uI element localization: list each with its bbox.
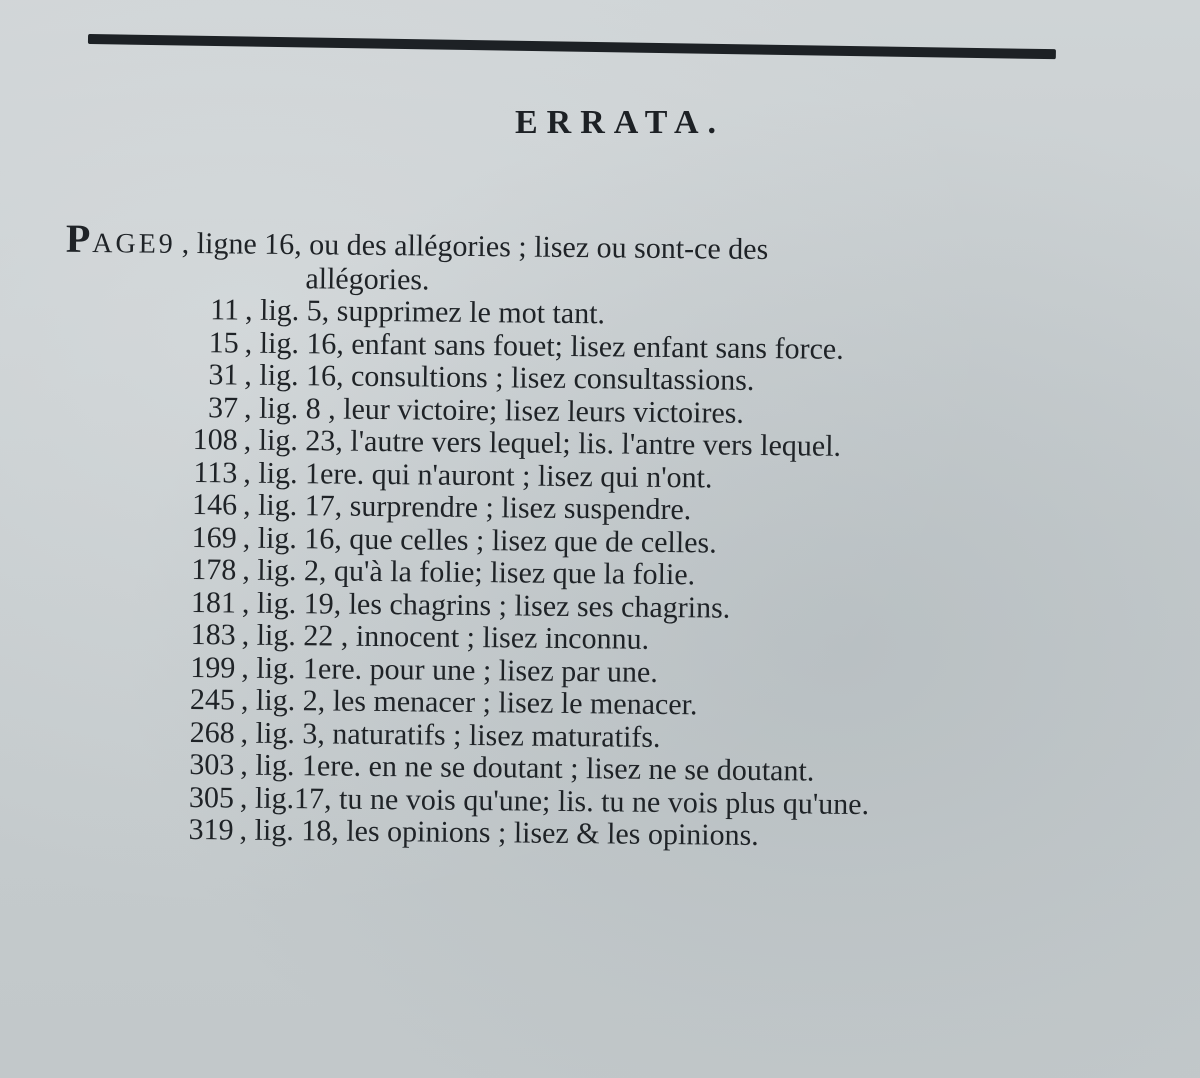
- correction-text: , lig. 22 , innocent ; lisez inconnu.: [241, 618, 650, 656]
- correction-text: , lig. 16, enfant sans fouet; lisez enfant sans force.: [244, 326, 844, 366]
- page-number: 303: [189, 748, 235, 782]
- first-page-number: 9: [158, 228, 176, 260]
- errata-list: [0, 215, 1200, 857]
- page-number: 37: [207, 390, 239, 425]
- correction-text: , lig. 5, supprimez le mot tant.: [244, 293, 606, 331]
- correction-text: , lig.17, tu ne vois qu'une; lis. tu ne vois plus qu'une.: [239, 781, 870, 821]
- drop-initial: P: [65, 215, 93, 261]
- first-entry-text: , ligne 16, ou des allégories ; lisez ou sont-ce des: [181, 226, 769, 267]
- top-rule-divider: [88, 34, 1056, 59]
- correction-text: , lig. 8 , leur victoire; lisez leurs victoires.: [243, 391, 745, 430]
- page-number: 146: [191, 488, 238, 522]
- correction-text: , lig. 17, surprendre ; lisez suspendre.: [242, 488, 692, 527]
- page-number: 268: [189, 715, 235, 749]
- correction-text: , lig. 3, naturatifs ; lisez maturatifs.: [240, 716, 661, 754]
- page-number: 245: [189, 683, 236, 717]
- page-number: 113: [193, 455, 238, 489]
- correction-text: , lig. 18, les opinions ; lisez & les opinions.: [239, 813, 759, 852]
- page-number: 11: [210, 293, 240, 327]
- page-number: 183: [190, 618, 236, 652]
- page-number: 31: [208, 358, 239, 392]
- correction-text: , lig. 2, les menacer ; lisez le menacer.: [240, 683, 698, 722]
- page-number: 15: [208, 325, 239, 360]
- correction-text: , lig. 16, que celles ; lisez que de celles.: [242, 521, 717, 560]
- correction-text: , lig. 16, consultions ; lisez consultassions.: [244, 358, 755, 397]
- correction-text: , lig. 19, les chagrins ; lisez ses chagrins.: [241, 586, 731, 625]
- page-number: 305: [188, 780, 235, 814]
- correction-text: , lig. 1ere. en ne se doutant ; lisez ne se doutant.: [240, 748, 815, 788]
- first-entry-continuation: allégories.: [305, 261, 430, 297]
- correction-text: , lig. 23, l'autre vers lequel; lis. l'antre vers lequel.: [243, 423, 842, 463]
- page-word-rest: AGE: [92, 227, 159, 260]
- page-number: 319: [188, 813, 234, 847]
- page-number: 108: [192, 423, 238, 457]
- page-number: 169: [191, 520, 237, 554]
- correction-text: , lig. 1ere. pour une ; lisez par une.: [241, 651, 659, 689]
- correction-text: , lig. 2, qu'à la folie; lisez que la folie.: [242, 553, 696, 592]
- page-number: 181: [190, 585, 237, 619]
- page-number: 199: [190, 650, 236, 684]
- page-number: 178: [191, 553, 237, 587]
- page-title: ERRATA.: [514, 104, 726, 141]
- correction-text: , lig. 1ere. qui n'auront ; lisez qui n'ont.: [243, 456, 713, 494]
